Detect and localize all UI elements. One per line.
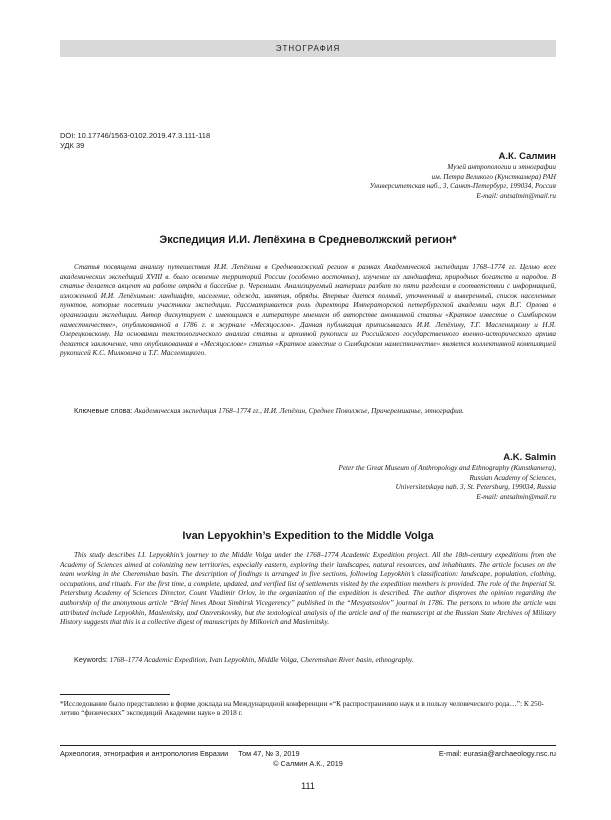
author-name-en: A.K. Salmin: [503, 452, 556, 463]
footer: [60, 749, 556, 758]
keywords-text: Академическая экспедиция 1768–1774 гг., И.И. Лепёхин, Среднее Поволжье, Причеремшанье, этнография.: [134, 407, 464, 415]
journal-volume: Том 47, № 3, 2019: [238, 749, 300, 758]
journal-name: Археология, этнография и антропология Евразии: [60, 749, 229, 758]
keywords-text: 1768–1774 Academic Expedition, Ivan Lepyokhin, Middle Volga, Cheremshan River basin, ethnography.: [109, 656, 414, 664]
affiliation-line: E-mail: antsalmin@mail.ru: [476, 492, 556, 501]
keywords-label: Keywords:: [74, 655, 108, 664]
affiliation-line: E-mail: antsalmin@mail.ru: [476, 191, 556, 200]
affiliation-line: Russian Academy of Sciences,: [469, 473, 556, 482]
abstract-en: [60, 551, 556, 628]
copyright: © Салмин А.К., 2019: [273, 759, 343, 768]
journal-email: E-mail: eurasia@archaeology.nsc.ru: [438, 749, 556, 758]
abstract-text: This study describes I.I. Lepyokhin’s journey to the Middle Volga under the 1768–1774 Academic Expedition project. All the 18th-century expeditions from the Academy of Sciences aimed at colonizing new territories, especially eastern, exploring their landscapes, natural resources, and inhabitants. The article focuses on the team working in the Cheremshan basin. The description of findings is arranged in five sections, following Lepyokhin’s classification: landscape, population, clothing, occupations, and rituals. For the first time, a complete, updated, and verified list of settlements visited by the expedition members is provided. The role of the Imperial St. Petersburg Academy of Sciences Director, Count Vladimir Orlov, in the organization of the expedition is described. The author disproves the opinion regarding the authorship of the anonymous article “Brief News About Simbirsk Vicegerency” published in the “Mesyatsoslov” journal in 1786. The persons to whom the article was attributed include Lepyokhin, Maslenitsky, and Ozeretskovsky, but the textological analysis of the article and of the manuscript at the Russian State Archives of Military History suggests that this is a collective digest of manuscripts by Milkovich and Maslenitsky.: [60, 551, 556, 627]
affiliation-ru: [370, 163, 556, 201]
footer-divider: [60, 745, 556, 746]
affiliation-line: Университетская наб., 3, Санкт-Петербург, 199034, Россия: [369, 182, 556, 191]
doi: DOI: 10.17746/1563-0102.2019.47.3.111-118: [60, 131, 211, 140]
udc: УДК 39: [60, 141, 85, 150]
keywords-ru: [60, 406, 556, 417]
affiliation-line: Peter the Great Museum of Anthropology and Ethnography (Kunstkamera),: [338, 464, 556, 472]
affiliation-line: Музей антропологии и этнографии: [447, 163, 556, 171]
abstract-text: Статья посвящена анализу путешествия И.И. Лепёхина в Средневолжский регион в рамках Академической экспедиции 1768–1774 гг. Целью всех академических экспедиций XVIII в. было освоение территорий России (особенно восточных), изучение их ландшафта, природных богатств и народов. В статье делается акцент на работе отряда в бассейне р. Черемшан. Анализируемый материал разбит по пяти разделам в соответствии с информацией, изложенной И.И. Лепёхиным: ландшафт, население, одежда, занятия, обряды. Впервые дается полный, уточненный и выверенный, список населенных пунктов, которые посетили участники экспедиции. Рассматривается роль директора Императорской петербургской академии наук В.Г. Орлова в организации экспедиции. Автор дискутирует с имеющимся в литературе мнением об авторстве анонимной статьи «Краткое известие о Симбирском наместничестве», опубликованной в 1786 г. в журнале «Месяцослов». Данная публикация приписывалась И.И. Лепёхину, Т.Г. Масленицкому и Н.Я. Озерецковскому. На основании текстологического анализа статьи и архивной рукописи из Российского государственного военно-исторического архива делается заключение, что опубликованная в «Месяцослове» статья «Краткое известие о Симбирском наместничестве» является коллективной компиляцией рукописей К.С. Милковича и Т.Г. Масленицкого.: [60, 263, 556, 358]
article-title-ru: Экспедиция И.И. Лепёхина в Средневолжский регион*: [159, 234, 457, 246]
section-label: ЭТНОГРАФИЯ: [275, 44, 341, 53]
abstract-ru: [60, 263, 556, 359]
keywords-en: [60, 655, 556, 666]
article-title-en: Ivan Lepyokhin’s Expedition to the Middle Volga: [182, 530, 434, 542]
footnote: *Исследование было представлено в форме доклада на Международной конференции «“К распространению наук и в пользу человеческого рода…”: К 250-летию “физических” экспедиций Академии наук» в 2018 г.: [60, 699, 544, 718]
affiliation-en: [338, 464, 556, 502]
affiliation-line: им. Петра Великого (Кунсткамера) РАН: [431, 172, 556, 181]
keywords-label: Ключевые слова:: [74, 406, 133, 415]
author-name-ru: А.К. Салмин: [498, 151, 556, 162]
affiliation-line: Universitetskaya nab. 3, St. Petersburg, 199034, Russia: [395, 483, 556, 492]
footnote-divider: [60, 694, 170, 695]
section-header-bar: [60, 40, 556, 57]
page-number: 111: [301, 781, 315, 791]
